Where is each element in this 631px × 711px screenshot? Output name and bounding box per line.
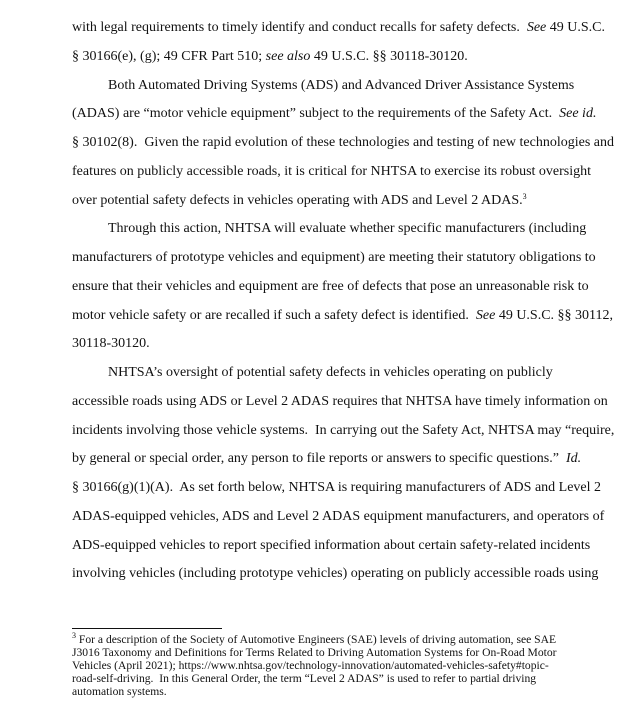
text-run: NHTSA’s oversight of potential safety defects in vehicles operating on publicly [108,365,553,380]
text-run: § 30102(8). Given the rapid evolution of these technologies and testing of new technologies and [72,135,614,150]
citation-signal: See [475,307,496,323]
body-line [108,77,574,95]
body-line [72,48,468,66]
body-line [72,537,590,555]
text-run: with legal requirements to timely identify and conduct recalls for safety defects. [72,20,527,35]
body-line [72,192,527,210]
citation-signal: see also [265,48,311,64]
footnote-text: road-self-driving. In this General Order, the term “Level 2 ADAS” is used to refer to partial driving [72,672,537,685]
footnote-text: J3016 Taxonomy and Definitions for Terms Related to Driving Automation Systems for On-Road Motor [72,646,557,659]
footnote-separator [72,628,222,629]
citation-signal: See [526,20,547,35]
body-line [108,364,553,382]
body-line [72,163,591,181]
body-line [72,307,613,325]
text-run: accessible roads using ADS or Level 2 ADAS requires that NHTSA have timely information on [72,393,608,409]
body-line [72,19,605,37]
body-line [108,220,586,238]
text-run: over potential safety defects in vehicles operating with ADS and Level 2 ADAS. [72,192,523,208]
text-run: motor vehicle safety or are recalled if such a safety defect is identified. [72,307,476,323]
footnote-line [72,685,167,698]
text-run: § 30166(g)(1)(A). As set forth below, NHTSA is requiring manufacturers of ADS and Level 2 [72,480,602,495]
text-run: features on publicly accessible roads, it is critical for NHTSA to exercise its robust oversight [72,163,592,179]
body-line [72,335,150,353]
footnote-marker: 3 [72,631,76,640]
footnote-text: For a description of the Society of Automotive Engineers (SAE) levels of driving automation, see SAE [76,633,557,646]
text-run: 49 U.S.C. [546,20,606,35]
text-run: § 30166(e), (g); 49 CFR Part 510; [72,48,266,64]
footnote-text: automation systems. [72,685,167,698]
body-line [72,479,601,497]
body-line [72,565,598,583]
text-run: Both Automated Driving Systems (ADS) and Advanced Driver Assistance Systems [108,77,575,93]
text-run: 49 U.S.C. §§ 30118-30120. [310,48,468,64]
text-run: Through this action, NHTSA will evaluate whether specific manufacturers (including [108,221,587,237]
text-run: involving vehicles (including prototype vehicles) operating on publicly accessible roads using [72,566,599,582]
text-run: ADAS-equipped vehicles, ADS and Level 2 ADAS equipment manufacturers, and operators of [72,508,605,524]
text-run: ensure that their vehicles and equipment are free of defects that pose an unreasonable risk to [72,278,589,294]
text-run: 49 U.S.C. §§ 30112, [495,307,614,323]
text-run: ADS-equipped vehicles to report specified information about certain safety-related incidents [72,537,591,553]
footnote-text: Vehicles (April 2021); https://www.nhtsa.gov/technology-innovation/automated-vehicles-safety#topic- [72,659,549,672]
footnote-line [72,672,536,685]
text-run: manufacturers of prototype vehicles and equipment) are meeting their statutory obligations to [72,250,596,265]
citation-signal: Id. [565,451,582,467]
text-run: 30118-30120. [72,336,150,352]
body-line [72,393,608,411]
footnote-line [72,646,557,659]
footnote-line [72,633,556,646]
body-line [72,134,614,152]
citation-signal: See id. [559,106,597,122]
body-line [72,450,581,468]
body-line [72,105,596,123]
footnote-reference: 3 [522,191,527,201]
body-line [72,422,614,440]
text-run: by general or special order, any person to file reports or answers to specific questions.” [72,451,566,467]
text-run: (ADAS) are “motor vehicle equipment” subject to the requirements of the Safety Act. [72,106,560,122]
footnote-line [72,659,549,672]
text-run: incidents involving those vehicle systems. In carrying out the Safety Act, NHTSA may “require, [72,422,615,438]
body-line [72,508,604,526]
body-line [72,249,596,267]
body-line [72,278,589,296]
